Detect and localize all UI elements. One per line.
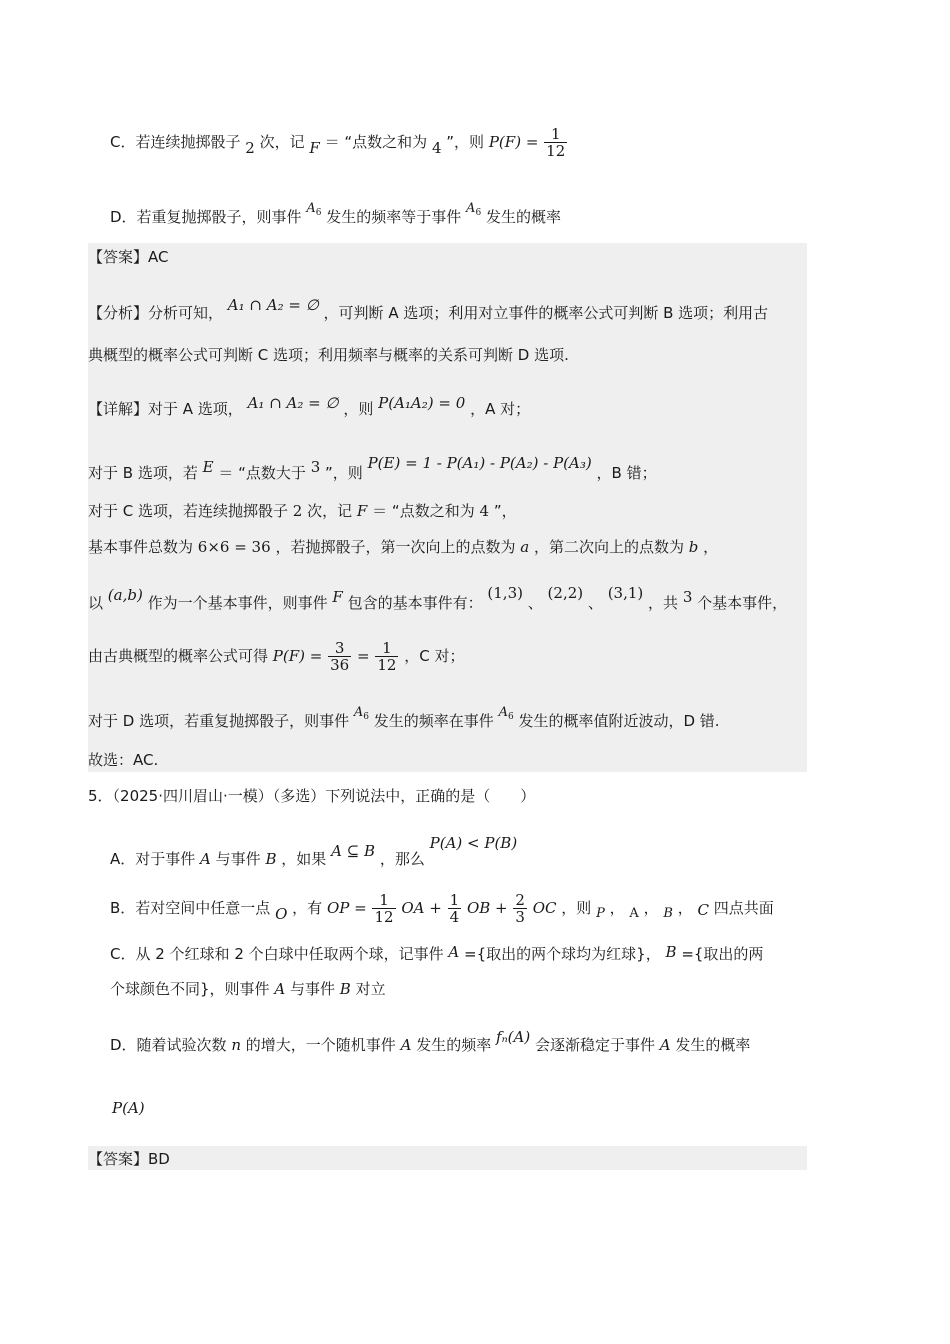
detail-line-a (88, 392, 530, 420)
math-O: O (275, 905, 288, 923)
fraction-1-12 (375, 640, 398, 673)
text: 【详解】对于 A 选项， (88, 400, 243, 418)
fraction-1-12 (544, 126, 567, 159)
q5-option-c-line2 (110, 978, 386, 1000)
math-pair-22: (2,2) (547, 584, 584, 602)
math-a6 (499, 705, 514, 720)
text: 发生的概率 (675, 1036, 751, 1054)
answer-1 (88, 246, 168, 268)
math-a6 (306, 201, 321, 216)
subscript: 6 (507, 712, 514, 722)
q5-option-b (110, 892, 774, 925)
math-pa: P(A) (112, 1099, 145, 1117)
question-5-title (88, 785, 535, 807)
math-F: F (309, 139, 320, 157)
text: ， (609, 899, 625, 917)
option-d-top (110, 198, 561, 228)
detail-line-b (88, 452, 657, 484)
text: 对于 D 选项，若重复抛掷骰子，则事件 (88, 712, 350, 730)
text: ，有 (292, 899, 323, 917)
math-A: A (353, 705, 364, 720)
text: ，共 (648, 594, 679, 612)
option-c-label: C．从 2 个红球和 2 个白球中任取两个球，记事件 (110, 945, 444, 963)
q5-option-a (110, 832, 517, 870)
text: 次，记 (259, 133, 305, 151)
math-A: A (629, 906, 639, 921)
math-ob: OB + (466, 899, 508, 917)
math-B: B (265, 850, 277, 868)
option-b-label: B．若对空间中任意一点 (110, 899, 271, 917)
math-pa1a2: P(A₁A₂) = 0 (378, 394, 466, 412)
math-A: A (306, 201, 316, 216)
text: ”，则 (446, 133, 485, 151)
math-A: A (466, 201, 476, 216)
math-pa-lt-pb: P(A) < P(B) (429, 834, 518, 852)
math-oa: OA + (401, 899, 442, 917)
text: 对于 B 选项，若 (88, 464, 198, 482)
text: “点数之和为 (391, 502, 475, 520)
text: ＝ (372, 502, 388, 520)
math-a: a (520, 538, 530, 556)
math-E: E (202, 458, 214, 476)
text: 以 (88, 594, 104, 612)
numerator: 1 (372, 892, 395, 909)
text: ，A 对； (470, 400, 531, 418)
denominator: 12 (546, 142, 566, 160)
math-fn: fₙ(A) (496, 1028, 531, 1046)
text: 发生的概率值附近波动，D 错. (518, 712, 720, 730)
math-b: b (688, 538, 699, 556)
numerator: 1 (449, 891, 460, 909)
math-n: 2 (245, 139, 255, 157)
denominator: 12 (377, 656, 397, 674)
math-three: 3 (682, 588, 693, 606)
text: 对立 (355, 980, 386, 998)
analysis-line-1 (88, 294, 768, 324)
math-two: 2 (292, 502, 303, 520)
denominator: 4 (449, 908, 460, 926)
math-B: B (665, 943, 677, 961)
math-a6 (466, 201, 481, 216)
option-c-label: C．若连续抛掷骰子 (110, 133, 241, 151)
fraction-1-12 (372, 892, 395, 925)
text: “点数大于 (238, 464, 306, 482)
q5-option-c-line1 (110, 941, 763, 965)
math-a6 (354, 705, 369, 720)
answer-box-2 (88, 1146, 807, 1170)
detail-line-pairs (88, 582, 787, 614)
math-F: F (356, 502, 368, 520)
subscript: 6 (475, 208, 482, 218)
text: ={取出的两 (681, 945, 764, 963)
text: 基本事件总数为 (88, 538, 194, 556)
detail-line-basic (88, 536, 718, 558)
text: 四点共面 (713, 899, 774, 917)
text: 次，记 (307, 502, 353, 520)
numerator: 2 (515, 891, 525, 909)
math-A: A (400, 1036, 412, 1054)
numerator: 1 (544, 126, 567, 143)
answer-text: 【答案】BD (88, 1150, 170, 1168)
text: ， (643, 899, 659, 917)
option-a-label: A．对于事件 (110, 850, 196, 868)
text: 包含的基本事件有： (347, 594, 483, 612)
denominator: 3 (515, 908, 525, 926)
fraction-1-4 (448, 892, 462, 925)
answer-2 (88, 1148, 170, 1170)
numerator: 3 (328, 640, 351, 657)
choose-line (88, 749, 158, 771)
math-four: 4 (479, 502, 490, 520)
math-pf: P(F) = (488, 133, 539, 151)
option-c-top (110, 126, 568, 159)
math-subset: A ⊆ B (331, 842, 376, 860)
math-B: B (339, 980, 351, 998)
option-d-label: D．若重复抛掷骰子，则事件 (110, 208, 302, 226)
math-intersection: A₁ ∩ A₂ = ∅ (227, 296, 319, 314)
text: ，可判断 A 选项；利用对立事件的概率公式可判断 B 选项；利用古 (323, 304, 769, 322)
text: ，则 (561, 899, 592, 917)
math-op: OP = (326, 899, 367, 917)
text: 对于 C 选项，若连续抛掷骰子 (88, 502, 289, 520)
text: ，则 (343, 400, 374, 418)
text: 、 (587, 594, 603, 612)
text: ，第二次向上的点数为 (533, 538, 684, 556)
q5-option-d (110, 1026, 750, 1056)
math-three: 3 (310, 458, 321, 476)
text: ”，则 (325, 464, 363, 482)
text: 故选：AC. (88, 751, 159, 769)
math-pair-13: (1,3) (487, 584, 523, 602)
text: ＝ (218, 464, 234, 482)
math-6x6: 6×6 = 36 (197, 538, 271, 556)
math-intersection: A₁ ∩ A₂ = ∅ (247, 394, 339, 412)
text: ，若抛掷骰子，第一次向上的点数为 (275, 538, 516, 556)
analysis-line-2 (88, 344, 569, 366)
math-n: n (231, 1036, 242, 1054)
math-P: P (596, 906, 605, 921)
math-C: C (697, 901, 709, 919)
math-pe: P(E) = 1 - P(A₁) - P(A₂) - P(A₃) (367, 454, 592, 472)
text: 个球颜色不同}，则事件 (110, 980, 270, 998)
text: 作为一个基本事件，则事件 (147, 594, 328, 612)
math-pf: P(F) = (272, 647, 323, 665)
math-A: A (448, 943, 460, 961)
question-title: 5．（2025·四川眉山·一模）（多选）下列说法中，正确的是（ ） (88, 787, 536, 805)
math-pair-31: (3,1) (607, 584, 644, 602)
fraction-3-36 (328, 640, 351, 673)
math-oc: OC (532, 899, 557, 917)
math-four: 4 (431, 139, 442, 157)
math-A: A (659, 1036, 671, 1054)
text: 【分析】分析可知， (88, 304, 224, 322)
detail-line-d (88, 702, 720, 732)
text: 个基本事件， (697, 594, 788, 612)
text: ，那么 (379, 850, 425, 868)
denominator: 12 (374, 908, 394, 926)
math-A: A (200, 850, 211, 868)
text: 、 (527, 594, 543, 612)
text: 发生的频率在事件 (373, 712, 494, 730)
text: 发生的概率 (485, 208, 561, 226)
text: ={取出的两个球均为红球}， (464, 945, 661, 963)
math-A: A (498, 705, 508, 720)
text: 发生的频率 (416, 1036, 492, 1054)
text: ，如果 (281, 850, 327, 868)
text: ，C 对； (404, 647, 465, 665)
numerator: 1 (375, 640, 398, 657)
text: 的增大，一个随机事件 (245, 1036, 396, 1054)
math-B: B (663, 906, 673, 921)
math-F: F (332, 588, 343, 606)
text: 与事件 (215, 850, 261, 868)
math-ab: (a,b) (107, 586, 143, 604)
text: 会逐渐稳定于事件 (534, 1036, 655, 1054)
text: ， (703, 538, 719, 556)
subscript: 6 (363, 712, 369, 722)
text: 由古典概型的概率公式可得 (88, 647, 269, 665)
text: ＝ (324, 133, 340, 151)
math-eq: = (357, 647, 370, 665)
q5-option-d-line2 (112, 1097, 145, 1119)
denominator: 36 (330, 656, 350, 674)
text: ”， (493, 502, 517, 520)
text: ， (677, 899, 693, 917)
detail-line-c (88, 500, 517, 522)
text: 典概型的概率公式可判断 C 选项；利用频率与概率的关系可判断 D 选项. (88, 346, 569, 364)
text: 发生的频率等于事件 (326, 208, 462, 226)
text: ，B 错； (596, 464, 657, 482)
fraction-2-3 (513, 892, 527, 925)
detail-line-classic (88, 640, 464, 673)
subscript: 6 (315, 208, 322, 218)
math-A: A (274, 980, 286, 998)
text: 与事件 (289, 980, 335, 998)
answer-text: 【答案】AC (88, 248, 169, 266)
text: “点数之和为 (344, 133, 428, 151)
option-d-label: D．随着试验次数 (110, 1036, 227, 1054)
